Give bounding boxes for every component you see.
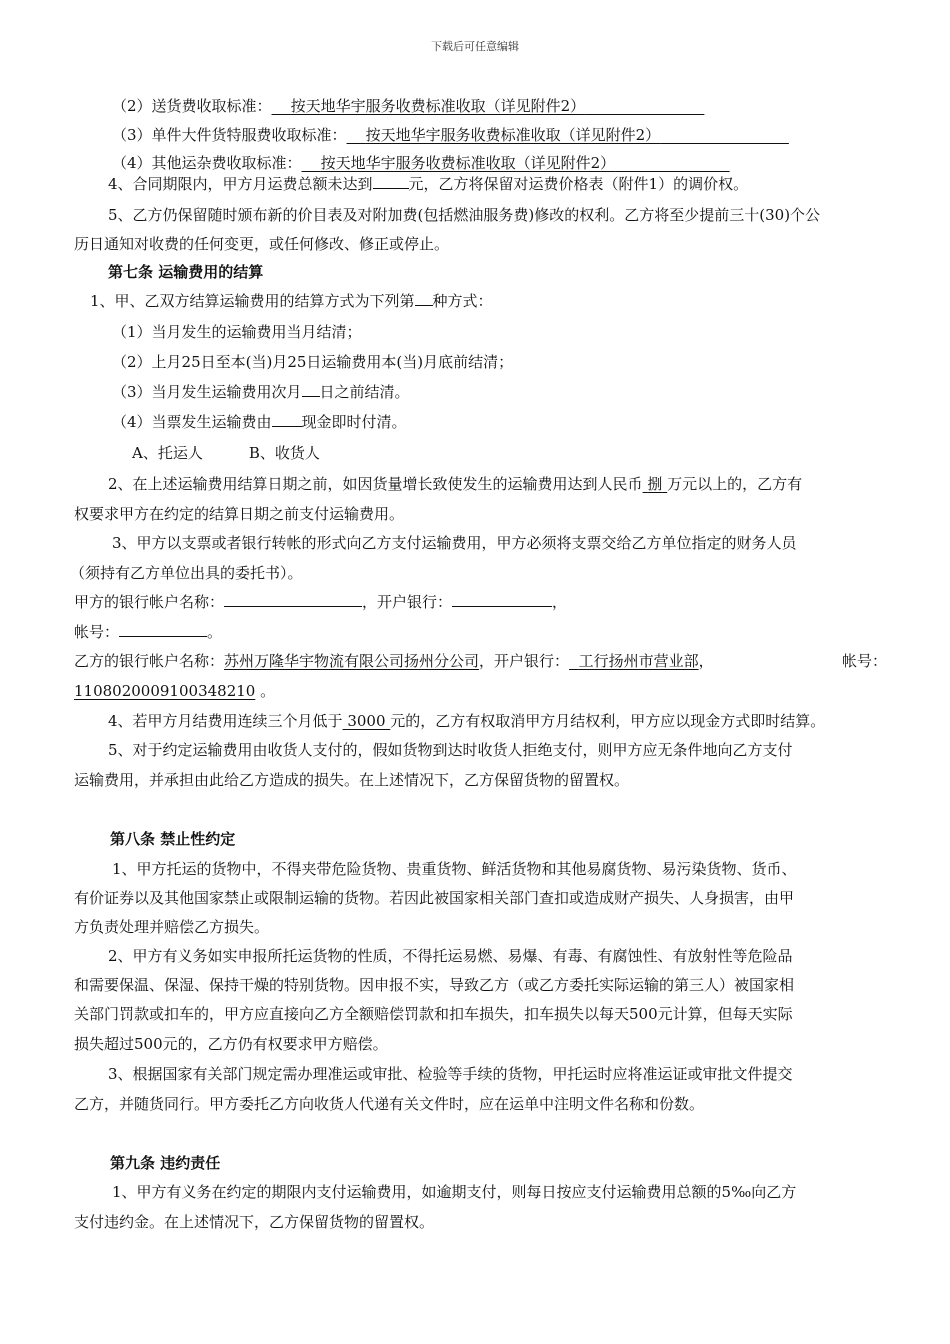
fee-3-label: （3）单件大件货特服费收取标准： — [112, 126, 347, 144]
party-b-bank-branch-label: ，开户银行： — [479, 652, 570, 670]
clause-4-min-freight — [108, 174, 748, 194]
option-4-blank — [272, 412, 302, 427]
option-3-text-b: 日之前结清。 — [319, 383, 410, 401]
article-8-p2-line-4: 损失超过500元的，乙方仍有权要求甲方赔偿。 — [74, 1035, 388, 1053]
clause-5-line-1: 5、乙方仍保留随时颁布新的价目表及对附加费(包括燃油服务费)修改的权利。乙方将至少提前三十(30)个公 — [108, 206, 821, 224]
article-7-p2-line-2: 权要求甲方在约定的结算日期之前支付运输费用。 — [74, 505, 405, 523]
clause-4-text-b: 元，乙方将保留对运费价格表（附件1）的调价权。 — [408, 175, 749, 193]
party-a-account-field — [119, 622, 207, 637]
party-b-bank-comma: ， — [698, 652, 714, 670]
party-b-bank-branch: 工行扬州市营业部 — [578, 652, 699, 670]
clause-4-blank — [373, 174, 409, 189]
party-b-account-label: 帐号： — [842, 652, 888, 670]
article-8-p1-line-2: 有价证券以及其他国家禁止或限制运输的货物。若因此被国家相关部门查扣或造成财产损失、人身损害，由甲 — [74, 889, 795, 907]
article-7-p4-text-b: 元的，乙方有权取消甲方月结权利，甲方应以现金方式即时结算。 — [390, 712, 826, 730]
article-7-p4-text-a: 4、若甲方月结费用连续三个月低于 — [108, 712, 343, 730]
party-a-account-line — [74, 622, 222, 642]
option-3 — [112, 382, 410, 402]
article-8-p2-line-1: 2、甲方有义务如实申报所托运货物的性质，不得托运易燃、易爆、有毒、有腐蚀性、有放射性等危险品 — [108, 947, 793, 965]
article-9-p1-line-1: 1、甲方有义务在约定的期限内支付运输费用，如逾期支付，则每日按应支付运输费用总额的5‰向乙方 — [112, 1183, 797, 1201]
article-8-p1-line-3: 方负责处理并赔偿乙方损失。 — [74, 918, 270, 936]
monthly-min-amount: 3000 — [347, 712, 386, 730]
article-8-p2-line-3: 关部门罚款或扣车的，甲方应直接向乙方全额赔偿罚款和扣车损失，扣车损失以每天500元计算，但每天实际 — [74, 1005, 793, 1023]
article-7-p2-text-b: 万元以上的，乙方有 — [667, 475, 803, 493]
article-8-title: 第八条 禁止性约定 — [110, 830, 236, 848]
option-4 — [112, 412, 407, 432]
article-9-p1-line-2: 支付违约金。在上述情况下，乙方保留货物的留置权。 — [74, 1213, 435, 1231]
party-b-account-number: 1108020009100348210 — [74, 682, 256, 700]
payer-options — [132, 443, 320, 463]
party-b-bank-name: 苏州万隆华宇物流有限公司扬州分公司 — [224, 652, 480, 670]
fee-4-value: 按天地华宇服务收费标准收取（详见附件2） — [320, 154, 616, 172]
fee-4-label: （4）其他运杂费收取标准： — [112, 154, 302, 172]
clause-5-line-2: 历日通知对收费的任何变更，或任何修改、修正或停止。 — [74, 235, 450, 253]
party-a-bank-comma: ， — [552, 593, 568, 611]
fee-line-2 — [112, 96, 704, 116]
fee-2-value: 按天地华宇服务收费标准收取（详见附件2） — [290, 97, 586, 115]
article-7-p3-line-2: （须持有乙方单位出具的委托书）。 — [70, 564, 303, 582]
fee-2-label: （2）送货费收取标准： — [112, 97, 272, 115]
article-8-p1-line-1: 1、甲方托运的货物中，不得夹带危险货物、贵重货物、鲜活货物和其他易腐货物、易污染货物、货币、 — [112, 860, 797, 878]
article-7-p1-text-a: 1、甲、乙双方结算运输费用的结算方式为下列第 — [90, 292, 415, 310]
payer-option-b: B、收货人 — [248, 444, 320, 462]
option-3-text-a: （3）当月发生运输费用次月 — [112, 383, 302, 401]
article-7-title: 第七条 运输费用的结算 — [108, 263, 264, 281]
fee-line-4 — [112, 153, 730, 173]
payer-option-a: A、托运人 — [132, 444, 203, 462]
party-a-bank-name-field — [224, 592, 362, 607]
option-4-text-b: 现金即时付清。 — [301, 413, 407, 431]
party-a-bank-line — [74, 592, 567, 612]
option-3-blank — [302, 382, 320, 397]
party-a-bank-branch-label: ，开户银行： — [362, 593, 453, 611]
article-7-p5-line-2: 运输费用，并承担由此给乙方造成的损失。在上述情况下，乙方保留货物的留置权。 — [74, 771, 630, 789]
option-1: （1）当月发生的运输费用当月结清； — [112, 323, 362, 341]
page-header: 下载后可任意编辑 — [431, 40, 519, 53]
article-8-p3-line-1: 3、根据国家有关部门规定需办理准运或审批、检验等手续的货物，甲托运时应将准运证或审批文件提交 — [108, 1065, 793, 1083]
fee-line-3 — [112, 125, 789, 145]
article-7-p4 — [108, 711, 825, 731]
advance-amount: 捌 — [647, 475, 663, 493]
clause-4-text-a: 4、合同期限内，甲方月运费总额未达到 — [108, 175, 373, 193]
party-b-account-end: 。 — [260, 682, 276, 700]
article-7-p2-text-a: 2、在上述运输费用结算日期之前，如因货量增长致使发生的运输费用达到人民币 — [108, 475, 643, 493]
party-b-bank-line — [74, 651, 714, 671]
article-7-p1-blank — [415, 291, 433, 306]
option-2: （2）上月25日至本(当)月25日运输费用本(当)月底前结清； — [112, 353, 514, 371]
article-7-p3-line-1: 3、甲方以支票或者银行转帐的形式向乙方支付运输费用，甲方必须将支票交给乙方单位指定的财务人员 — [112, 534, 797, 552]
party-a-account-label: 帐号： — [74, 623, 120, 641]
party-a-bank-label: 甲方的银行帐户名称： — [74, 593, 225, 611]
article-7-p5-line-1: 5、对于约定运输费用由收货人支付的，假如货物到达时收货人拒绝支付，则甲方应无条件地向乙方支付 — [108, 741, 793, 759]
article-7-p1-text-b: 种方式： — [432, 292, 493, 310]
article-8-p2-line-2: 和需要保温、保湿、保持干燥的特别货物。因申报不实，导致乙方（或乙方委托实际运输的第三人）被国家相 — [74, 976, 795, 994]
article-7-p1 — [90, 291, 493, 311]
party-a-bank-branch-field — [452, 592, 552, 607]
article-9-title: 第九条 违约责任 — [110, 1154, 221, 1172]
party-b-bank-label: 乙方的银行帐户名称： — [74, 652, 225, 670]
article-8-p3-line-2: 乙方，并随货同行。甲方委托乙方向收货人代递有关文件时，应在运单中注明文件名称和份数。 — [74, 1095, 705, 1113]
fee-3-value: 按天地华宇服务收费标准收取（详见附件2） — [365, 126, 661, 144]
party-a-account-end: 。 — [207, 623, 223, 641]
article-7-p2-line-1 — [108, 474, 802, 494]
party-b-account-line — [74, 681, 275, 701]
option-4-text-a: （4）当票发生运输费由 — [112, 413, 272, 431]
